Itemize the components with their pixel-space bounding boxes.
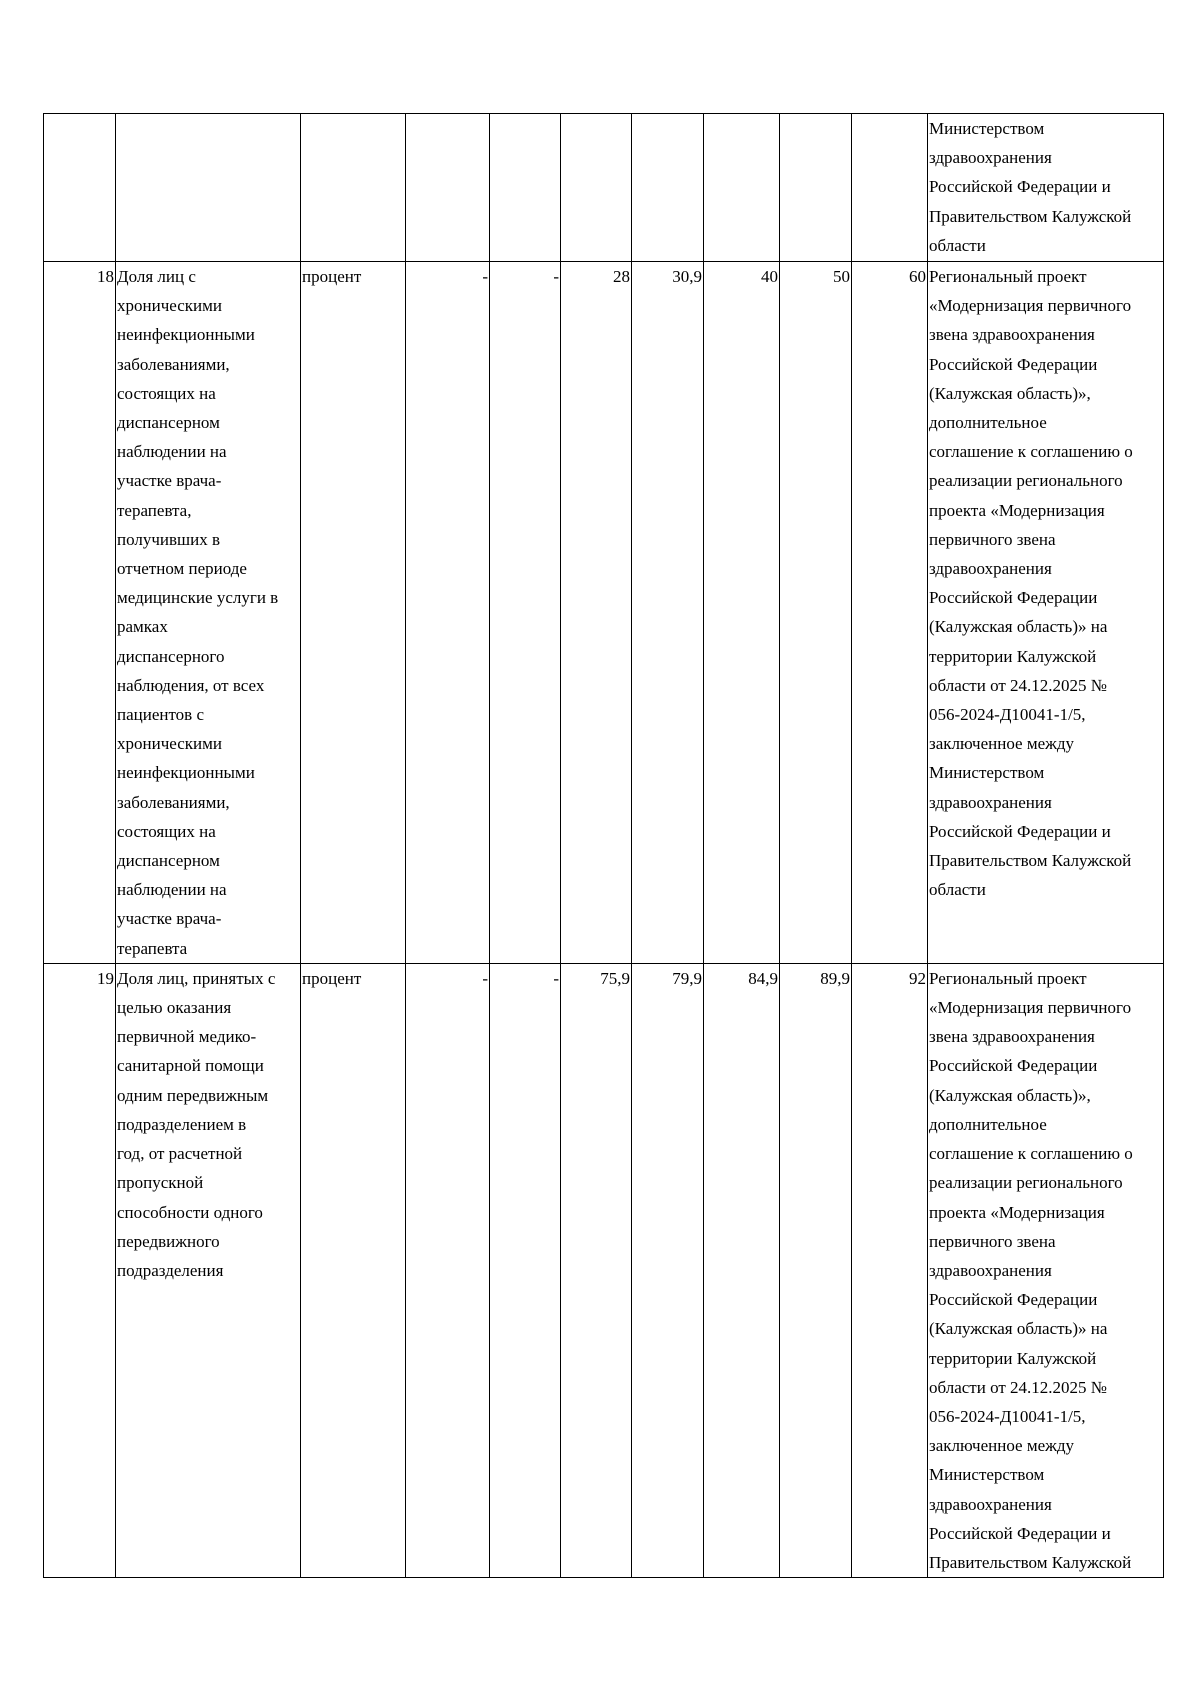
text-line: Российской Федерации [929,588,1098,608]
value-cell: 28 [561,262,632,964]
table-row [44,114,1164,262]
source-document-cell [928,262,1164,964]
text-line: (Калужская область)» на [929,617,1108,637]
text-line: хроническими [117,734,222,754]
text-line: наблюдении на [117,880,227,900]
indicators-table [43,113,1164,1578]
value-cell [406,114,490,262]
text-line: области от 24.12.2025 № [929,675,1108,695]
text-line: неинфекционными [117,763,255,783]
value-cell [561,114,632,262]
text-line: 056-2024-Д10041-1/5, [929,705,1086,725]
text-line: 056-2024-Д10041-1/5, [929,1406,1086,1426]
text-line: дополнительное [929,1114,1047,1134]
text-line: участке врача- [117,909,222,929]
text-line: Министерством [929,1465,1045,1485]
indicator-name-cell [116,963,301,1577]
text-line: способности одного [117,1202,263,1222]
text-line: диспансерном [117,413,220,433]
value-cell: 40 [704,262,780,964]
row-number-cell: 18 [44,262,116,964]
text-line: передвижного [117,1231,220,1251]
text-line: (Калужская область)» на [929,1319,1108,1339]
text-line: подразделением в [117,1114,247,1134]
text-line: неинфекционными [117,325,255,345]
text-line: территории Калужской [929,646,1097,666]
text-line: здравоохранения [929,559,1052,579]
row-number-cell [44,114,116,262]
value-cell: 60 [852,262,928,964]
text-line: диспансерного [117,646,225,666]
text-line: Российской Федерации и [929,1523,1111,1543]
text-line: отчетном периоде [117,559,247,579]
value-cell [780,114,852,262]
text-line: первичного звена [929,1231,1056,1251]
text-line: заболеваниями, [117,354,230,374]
value-cell [490,114,561,262]
text-line: Российской Федерации [929,1056,1098,1076]
text-line: целью оказания [117,998,232,1018]
value-cell: - [490,963,561,1577]
text-line: звена здравоохранения [929,1027,1095,1047]
source-document-cell [928,114,1164,262]
text-line: «Модернизация первичного [929,998,1132,1018]
text-line: Региональный проект [929,968,1087,988]
text-line: подразделения [117,1260,224,1280]
text-line: дополнительное [929,413,1047,433]
text-line: наблюдения, от всех [117,675,265,695]
text-line: санитарной помощи [117,1056,264,1076]
text-line: диспансерном [117,851,220,871]
value-cell: 30,9 [632,262,704,964]
text-line: реализации регионального [929,1173,1123,1193]
value-cell: 75,9 [561,963,632,1577]
text-line: Министерством [929,119,1045,138]
value-cell [852,114,928,262]
text-line: участке врача- [117,471,222,491]
text-line: проекта «Модернизация [929,1202,1105,1222]
text-line: заболеваниями, [117,792,230,812]
text-line: здравоохранения [929,1260,1052,1280]
text-line: заключенное между [929,734,1075,754]
unit-cell: процент [301,262,406,964]
value-cell: 89,9 [780,963,852,1577]
unit-cell [301,114,406,262]
text-line: получивших в [117,529,220,549]
text-line: Правительством Калужской [929,851,1132,871]
text-line: здравоохранения [929,792,1052,812]
text-line: Региональный проект [929,267,1087,286]
value-cell [632,114,704,262]
text-line: рамках [117,617,168,637]
text-line: год, от расчетной [117,1144,243,1164]
value-cell: - [406,262,490,964]
text-line: Российской Федерации [929,1290,1098,1310]
text-line: пациентов с [117,705,205,725]
text-line: Доля лиц, принятых с [117,968,276,988]
text-line: области [929,235,986,255]
text-line: Российской Федерации и [929,821,1111,841]
text-line: области [929,880,986,900]
text-line: здравоохранения [929,1494,1052,1514]
text-line: наблюдении на [117,442,227,462]
text-line: (Калужская область)», [929,1085,1091,1105]
text-line: области от 24.12.2025 № [929,1377,1108,1397]
text-line: медицинские услуги в [117,588,279,608]
value-cell: 79,9 [632,963,704,1577]
text-line: проекта «Модернизация [929,500,1105,520]
text-line: первичной медико- [117,1027,257,1047]
indicator-name-cell [116,114,301,262]
text-line: состоящих на [117,821,216,841]
text-line: одним передвижным [117,1085,269,1105]
text-line: соглашение к соглашению о [929,1144,1133,1164]
value-cell [704,114,780,262]
text-line: «Модернизация первичного [929,296,1132,316]
indicator-name-cell [116,262,301,964]
value-cell: 92 [852,963,928,1577]
value-cell: 50 [780,262,852,964]
text-line: Правительством Калужской [929,206,1132,226]
text-line: Доля лиц с [117,267,196,286]
text-line: Правительством Калужской [929,1552,1132,1572]
text-line: состоящих на [117,383,216,403]
text-line: терапевта [117,938,188,958]
text-line: реализации регионального [929,471,1123,491]
text-line: заключенное между [929,1436,1075,1456]
text-line: звена здравоохранения [929,325,1095,345]
source-document-cell [928,963,1164,1577]
unit-cell: процент [301,963,406,1577]
text-line: хроническими [117,296,222,316]
table-row [44,262,1164,964]
text-line: пропускной [117,1173,204,1193]
text-line: (Калужская область)», [929,383,1091,403]
table-row [44,963,1164,1577]
text-line: Министерством [929,763,1045,783]
text-line: Российской Федерации и [929,177,1111,197]
value-cell: - [406,963,490,1577]
text-line: Российской Федерации [929,354,1098,374]
value-cell: 84,9 [704,963,780,1577]
text-line: первичного звена [929,529,1056,549]
table-body [44,114,1164,1578]
row-number-cell: 19 [44,963,116,1577]
value-cell: - [490,262,561,964]
text-line: здравоохранения [929,148,1052,168]
text-line: территории Калужской [929,1348,1097,1368]
text-line: соглашение к соглашению о [929,442,1133,462]
text-line: терапевта, [117,500,192,520]
